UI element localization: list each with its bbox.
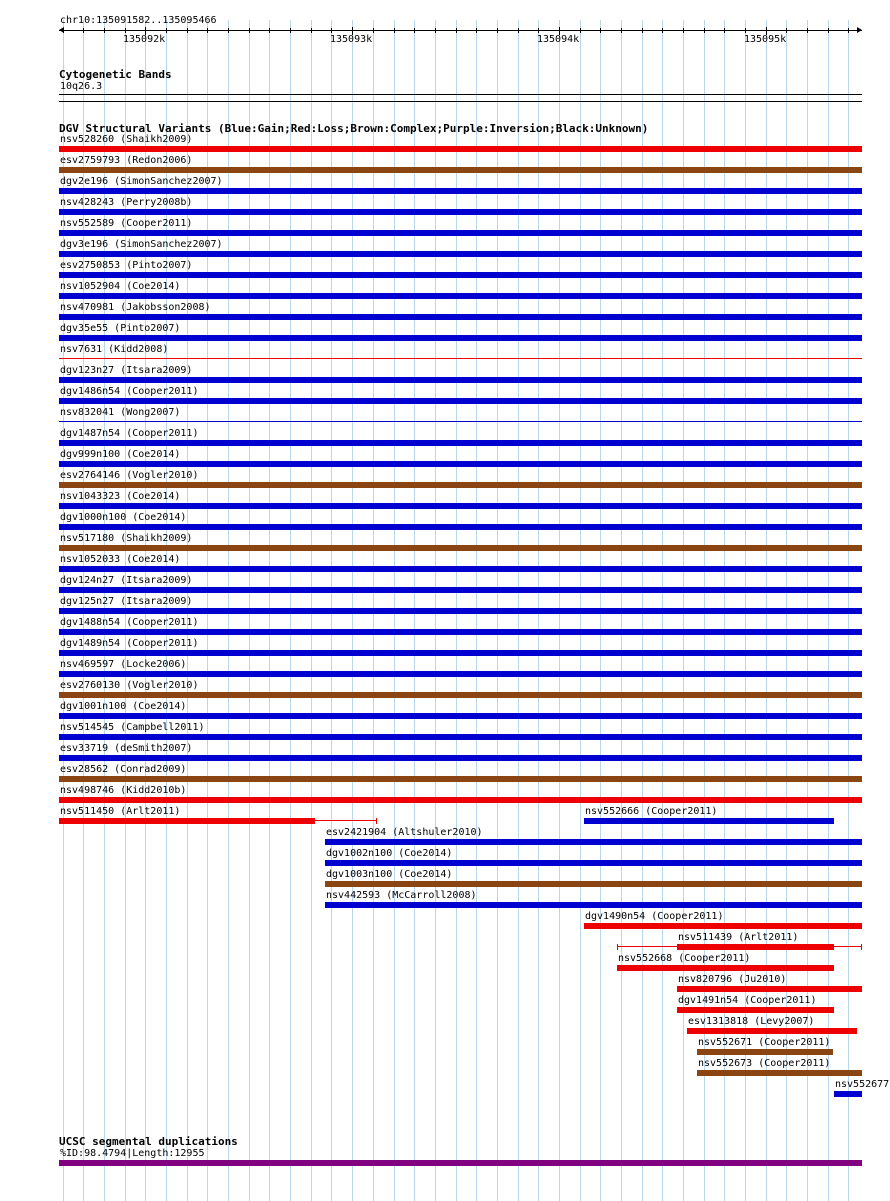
dgv-feature-label[interactable]: nsv498746 (Kidd2010b) <box>60 785 187 796</box>
dgv-feature-bar[interactable] <box>325 860 862 866</box>
ruler-minor-tick <box>104 28 105 33</box>
dgv-feature-bar[interactable] <box>697 1070 862 1076</box>
segdup-feature-bar[interactable] <box>59 1160 862 1166</box>
ruler-minor-tick <box>786 28 787 33</box>
dgv-feature-bar[interactable] <box>59 335 862 341</box>
ruler-minor-tick <box>621 28 622 33</box>
dgv-feature-bar[interactable] <box>59 188 862 194</box>
dgv-feature-label[interactable]: nsv442593 (McCarroll2008) <box>326 890 477 901</box>
track-divider <box>59 94 862 95</box>
ruler-minor-tick <box>269 28 270 33</box>
dgv-feature-label[interactable]: nsv820796 (Ju2010) <box>678 974 787 985</box>
dgv-feature-bar[interactable] <box>59 167 862 173</box>
track-divider <box>59 101 862 102</box>
dgv-feature-label[interactable]: dgv1491n54 (Cooper2011) <box>678 995 817 1006</box>
ruler-minor-tick <box>600 28 601 33</box>
ruler-tick-label: 135093k <box>330 34 373 45</box>
dgv-feature-label[interactable]: dgv35e55 (Pinto2007) <box>60 323 181 334</box>
dgv-feature-label[interactable]: esv2421904 (Altshuler2010) <box>326 827 483 838</box>
ruler-minor-tick <box>807 28 808 33</box>
ruler-minor-tick <box>207 28 208 33</box>
dgv-feature-bar[interactable] <box>584 818 834 824</box>
dgv-feature-bar[interactable] <box>325 902 862 908</box>
dgv-feature-bar[interactable] <box>59 209 862 215</box>
dgv-feature-label[interactable]: nsv514545 (Campbell2011) <box>60 722 205 733</box>
dgv-feature-bar[interactable] <box>59 146 862 152</box>
dgv-feature-label[interactable]: dgv3e196 (SimonSanchez2007) <box>60 239 223 250</box>
dgv-feature-bar[interactable] <box>584 923 862 929</box>
dgv-feature-bar[interactable] <box>677 1007 834 1013</box>
ruler-minor-tick <box>476 28 477 33</box>
cytoband-track-title[interactable]: Cytogenetic Bands <box>59 68 172 81</box>
ruler-minor-tick <box>538 28 539 33</box>
ruler-minor-tick <box>166 28 167 33</box>
dgv-feature-bar[interactable] <box>59 398 862 404</box>
dgv-feature-label[interactable]: nsv552668 (Cooper2011) <box>618 953 751 964</box>
segdup-track-title[interactable]: UCSC segmental duplications <box>59 1135 238 1148</box>
dgv-feature-bar[interactable] <box>59 377 862 383</box>
dgv-feature-label[interactable]: dgv1489n54 (Cooper2011) <box>60 638 199 649</box>
ruler-minor-tick <box>435 28 436 33</box>
dgv-feature-label[interactable]: esv28562 (Conrad2009) <box>60 764 187 775</box>
dgv-feature-label[interactable]: dgv1000n100 (Coe2014) <box>60 512 187 523</box>
dgv-feature-label[interactable]: dgv1002n100 (Coe2014) <box>326 848 453 859</box>
dgv-feature-bar[interactable] <box>59 650 862 656</box>
dgv-feature-bar[interactable] <box>834 1091 862 1097</box>
ruler-minor-tick <box>290 28 291 33</box>
ruler-minor-tick <box>745 28 746 33</box>
dgv-feature-label[interactable]: nsv511439 (Arlt2011) <box>678 932 799 943</box>
ruler-minor-tick <box>125 28 126 33</box>
dgv-feature-bar[interactable] <box>59 482 862 488</box>
dgv-feature-extent-cap <box>861 944 862 950</box>
dgv-feature-label[interactable]: dgv1488n54 (Cooper2011) <box>60 617 199 628</box>
dgv-feature-label[interactable]: nsv552677 <box>835 1079 890 1090</box>
dgv-feature-bar[interactable] <box>59 566 862 572</box>
dgv-feature-label[interactable]: dgv124n27 (Itsara2009) <box>60 575 193 586</box>
cytoband-label[interactable]: 10q26.3 <box>60 81 103 92</box>
dgv-feature-label[interactable]: nsv428243 (Perry2008b) <box>60 197 193 208</box>
ruler-minor-tick <box>518 28 519 33</box>
dgv-feature-bar[interactable] <box>325 839 862 845</box>
dgv-feature-bar[interactable] <box>59 671 862 677</box>
dgv-feature-bar[interactable] <box>59 608 862 614</box>
ruler-tick-label: 135095k <box>744 34 787 45</box>
ruler-tick-label: 135092k <box>123 34 166 45</box>
dgv-feature-label[interactable]: nsv528260 (Shaikh2009) <box>60 134 193 145</box>
dgv-feature-label[interactable]: esv1313818 (Levy2007) <box>688 1016 815 1027</box>
ruler-minor-tick <box>662 28 663 33</box>
ruler-minor-tick <box>83 28 84 33</box>
dgv-feature-bar[interactable] <box>59 230 862 236</box>
dgv-feature-bar[interactable] <box>677 944 834 950</box>
dgv-feature-label[interactable]: esv33719 (deSmith2007) <box>60 743 193 754</box>
dgv-feature-bar[interactable] <box>697 1049 833 1055</box>
dgv-feature-bar[interactable] <box>59 503 862 509</box>
ruler-minor-tick <box>497 28 498 33</box>
dgv-feature-label[interactable]: nsv469597 (Locke2006) <box>60 659 187 670</box>
dgv-feature-label[interactable]: nsv552673 (Cooper2011) <box>698 1058 831 1069</box>
dgv-feature-label[interactable]: nsv517180 (Shaikh2009) <box>60 533 193 544</box>
dgv-feature-label[interactable]: dgv125n27 (Itsara2009) <box>60 596 193 607</box>
ruler-minor-tick <box>456 28 457 33</box>
dgv-feature-label[interactable]: dgv1003n100 (Coe2014) <box>326 869 453 880</box>
dgv-feature-label[interactable]: esv2759793 (Redon2006) <box>60 155 193 166</box>
ruler-tick-label: 135094k <box>537 34 580 45</box>
dgv-feature-label[interactable]: nsv1052033 (Coe2014) <box>60 554 181 565</box>
dgv-feature-label[interactable]: nsv552671 (Cooper2011) <box>698 1037 831 1048</box>
ruler-minor-tick <box>414 28 415 33</box>
ruler-minor-tick <box>249 28 250 33</box>
dgv-feature-bar[interactable] <box>59 755 862 761</box>
dgv-feature-bar[interactable] <box>59 421 862 422</box>
dgv-feature-bar[interactable] <box>59 818 315 824</box>
dgv-feature-extent-cap <box>376 818 377 824</box>
dgv-feature-label[interactable]: nsv552666 (Cooper2011) <box>585 806 718 817</box>
dgv-feature-bar[interactable] <box>677 986 862 992</box>
dgv-feature-bar[interactable] <box>59 713 862 719</box>
ruler-minor-tick <box>828 28 829 33</box>
ruler-minor-tick <box>331 28 332 33</box>
ruler-minor-tick <box>683 28 684 33</box>
dgv-feature-bar[interactable] <box>59 440 862 446</box>
ruler-minor-tick <box>724 28 725 33</box>
dgv-feature-extent-cap <box>617 944 618 950</box>
dgv-feature-bar[interactable] <box>59 776 862 782</box>
dgv-feature-bar[interactable] <box>59 692 862 698</box>
dgv-feature-bar[interactable] <box>59 293 862 299</box>
ruler-minor-tick <box>580 28 581 33</box>
dgv-feature-bar[interactable] <box>59 251 862 257</box>
ruler-minor-tick <box>228 28 229 33</box>
dgv-feature-bar[interactable] <box>59 587 862 593</box>
dgv-feature-label[interactable]: dgv123n27 (Itsara2009) <box>60 365 193 376</box>
ruler-minor-tick <box>311 28 312 33</box>
dgv-feature-bar[interactable] <box>687 1028 857 1034</box>
dgv-feature-bar[interactable] <box>59 358 862 359</box>
ruler-minor-tick <box>63 28 64 33</box>
dgv-feature-label[interactable]: nsv552589 (Cooper2011) <box>60 218 193 229</box>
dgv-feature-bar[interactable] <box>59 545 862 551</box>
dgv-feature-label[interactable]: dgv1486n54 (Cooper2011) <box>60 386 199 397</box>
ruler-minor-tick <box>187 28 188 33</box>
dgv-feature-label[interactable]: esv2750853 (Pinto2007) <box>60 260 193 271</box>
dgv-feature-label[interactable]: esv2760130 (Vogler2010) <box>60 680 199 691</box>
dgv-track-title[interactable]: DGV Structural Variants (Blue:Gain;Red:Loss;Brown:Complex;Purple:Inversion;Black:Unknown) <box>59 122 649 135</box>
ruler-minor-tick <box>394 28 395 33</box>
segdup-feature-label[interactable]: %ID:98.4794|Length:12955 <box>60 1148 205 1159</box>
dgv-feature-label[interactable]: nsv511450 (Arlt2011) <box>60 806 181 817</box>
dgv-feature-label[interactable]: nsv832041 (Wong2007) <box>60 407 181 418</box>
dgv-feature-bar[interactable] <box>59 734 862 740</box>
dgv-feature-bar[interactable] <box>617 965 834 971</box>
dgv-feature-bar[interactable] <box>59 272 862 278</box>
dgv-feature-label[interactable]: dgv1490n54 (Cooper2011) <box>585 911 724 922</box>
dgv-feature-bar[interactable] <box>59 524 862 530</box>
ruler-right-arrow-icon <box>857 27 862 33</box>
dgv-feature-label[interactable]: nsv470981 (Jakobsson2008) <box>60 302 211 313</box>
ruler-minor-tick <box>373 28 374 33</box>
dgv-feature-label[interactable]: dgv2e196 (SimonSanchez2007) <box>60 176 223 187</box>
dgv-feature-bar[interactable] <box>59 629 862 635</box>
dgv-feature-bar[interactable] <box>59 461 862 467</box>
dgv-feature-label[interactable]: nsv7631 (Kidd2008) <box>60 344 169 355</box>
ruler-minor-tick <box>848 28 849 33</box>
dgv-feature-bar[interactable] <box>59 314 862 320</box>
region-label: chr10:135091582..135095466 <box>60 15 217 26</box>
dgv-feature-label[interactable]: nsv1052904 (Coe2014) <box>60 281 181 292</box>
dgv-feature-label[interactable]: dgv1001n100 (Coe2014) <box>60 701 187 712</box>
ruler-minor-tick <box>642 28 643 33</box>
dgv-feature-bar[interactable] <box>59 797 862 803</box>
ruler-minor-tick <box>704 28 705 33</box>
dgv-feature-bar[interactable] <box>325 881 862 887</box>
dgv-feature-label[interactable]: dgv999n100 (Coe2014) <box>60 449 181 460</box>
dgv-feature-label[interactable]: esv2764146 (Vogler2010) <box>60 470 199 481</box>
dgv-feature-label[interactable]: dgv1487n54 (Cooper2011) <box>60 428 199 439</box>
ruler-axis-line <box>59 30 862 31</box>
dgv-feature-label[interactable]: nsv1043323 (Coe2014) <box>60 491 181 502</box>
